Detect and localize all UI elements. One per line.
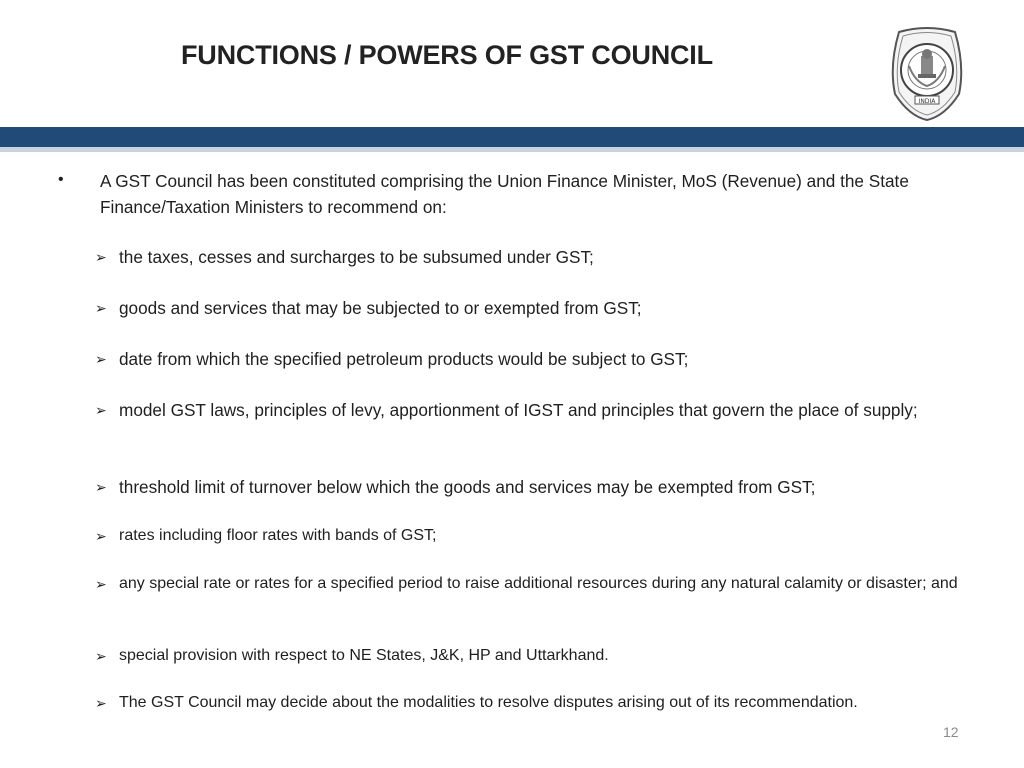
list-item-text: model GST laws, principles of levy, apportionment of IGST and principles that govern the place of supply; — [119, 400, 918, 420]
arrow-bullet-icon: ➢ — [95, 695, 107, 711]
list-item — [95, 644, 965, 668]
arrow-bullet-icon: ➢ — [95, 576, 107, 592]
list-item-text: The GST Council may decide about the modalities to resolve disputes arising out of its recommendation. — [119, 694, 858, 711]
list-item-text: date from which the specified petroleum products would be subject to GST; — [119, 349, 689, 369]
list-item-text: any special rate or rates for a specified period to raise additional resources during any natural calamity or disaster; and — [119, 575, 958, 592]
list-item — [95, 474, 965, 500]
logo-text: INDIA — [918, 98, 936, 105]
list-item-text: the taxes, cesses and surcharges to be subsumed under GST; — [119, 247, 594, 267]
emblem-badge-icon — [887, 26, 967, 122]
list-item — [95, 244, 965, 270]
header-band — [0, 127, 1024, 147]
list-item-text: goods and services that may be subjected to or exempted from GST; — [119, 298, 642, 318]
list-item — [95, 295, 965, 321]
list-item — [95, 397, 965, 423]
arrow-bullet-icon: ➢ — [95, 351, 107, 367]
intro-text: A GST Council has been constituted comprising the Union Finance Minister, MoS (Revenue) and the State Finance/Taxation Ministers to recommend on: — [100, 171, 909, 217]
slide-title: FUNCTIONS / POWERS OF GST COUNCIL — [181, 40, 713, 70]
list-item — [95, 346, 965, 372]
arrow-bullet-icon: ➢ — [95, 648, 107, 664]
list-item-text: threshold limit of turnover below which the goods and services may be exempted from GST; — [119, 477, 816, 497]
list-item-text: special provision with respect to NE States, J&K, HP and Uttarkhand. — [119, 647, 609, 664]
list-item — [95, 524, 965, 548]
arrow-bullet-icon: ➢ — [95, 479, 107, 495]
list-item-text: rates including floor rates with bands of GST; — [119, 527, 437, 544]
arrow-bullet-icon: ➢ — [95, 300, 107, 316]
list-item — [95, 572, 965, 596]
page-number: 12 — [943, 724, 959, 740]
arrow-bullet-icon: ➢ — [95, 249, 107, 265]
main-bullet-icon: • — [58, 171, 64, 188]
arrow-bullet-icon: ➢ — [95, 402, 107, 418]
arrow-bullet-icon: ➢ — [95, 528, 107, 544]
list-item — [95, 691, 965, 715]
header-band-shadow — [0, 147, 1024, 152]
